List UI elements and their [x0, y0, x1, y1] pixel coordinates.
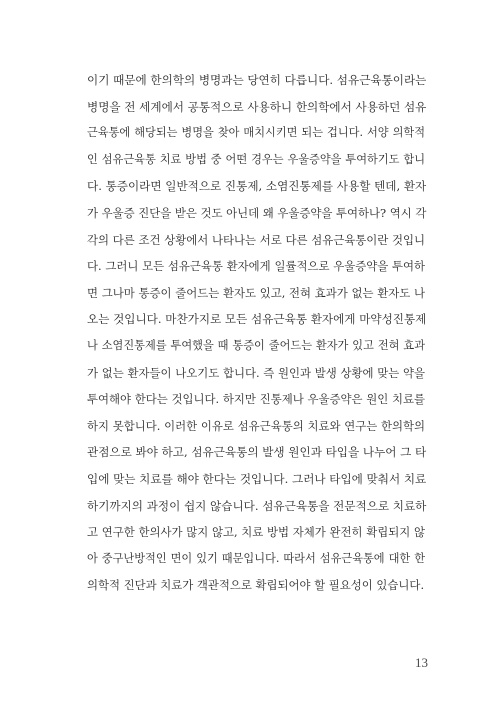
body-line: 아 중구난방적인 면이 있기 때문입니다. 따라서 섬유근육통에 대한 한 [87, 551, 425, 565]
body-line: 다. 그러니 모든 섬유근육통 환자에게 일률적으로 우울증약을 투여하 [87, 259, 425, 274]
body-line: 하지 못합니다. 이러한 이유로 섬유근육통의 치료와 연구는 한의학의 [87, 418, 425, 433]
body-line: 하기까지의 과정이 쉽지 않습니다. 섬유근육통을 전문적으로 치료하 [87, 498, 427, 513]
body-line: 나 소염진통제를 투여했을 때 통증이 줄어드는 환자가 있고 전혀 효과 [87, 338, 425, 352]
body-line: 각의 다른 조건 상황에서 나타나는 서로 다른 섬유근육통이란 것입니 [87, 232, 425, 247]
body-line: 이기 때문에 한의학의 병명과는 당연히 다릅니다. 섬유근육통이라는 [87, 73, 427, 87]
body-line-last: 의학적 진단과 치료가 객관적으로 확립되어야 할 필요성이 있습니다. [87, 578, 425, 593]
body-line: 고 연구한 한의사가 많지 않고, 치료 방법 자체가 완전히 확립되지 않 [87, 525, 425, 540]
body-line: 투여해야 한다는 것입니다. 하지만 진통제나 우울증약은 원인 치료를 [87, 392, 425, 407]
body-line: 근육통에 해당되는 병명을 찾아 매치시키면 되는 겁니다. 서양 의학적 [87, 126, 425, 140]
body-line: 입에 맞는 치료를 해야 한다는 것입니다. 그러나 타입에 맞춰서 치료 [87, 471, 427, 486]
body-line: 다. 통증이라면 일반적으로 진통제, 소염진통제를 사용할 텐데, 환자 [87, 179, 427, 194]
body-line: 가 우울증 진단을 받은 것도 아닌데 왜 우울증약을 투여하나? 역시 각 [87, 205, 427, 220]
body-line: 가 없는 환자들이 나오기도 합니다. 즉 원인과 발생 상황에 맞는 약을 [87, 365, 425, 380]
body-line: 병명을 전 세계에서 공통적으로 사용하니 한의학에서 사용하던 섬유 [87, 99, 427, 114]
body-line: 관점으로 봐야 하고, 섬유근육통의 발생 원인과 타입을 나누어 그 타 [87, 445, 427, 460]
body-text [87, 67, 425, 599]
body-line: 면 그나마 통증이 줄어드는 환자도 있고, 전혀 효과가 없는 환자도 나 [87, 285, 425, 300]
body-line: 오는 것입니다. 마찬가지로 모든 섬유근육통 환자에게 마약성진통제 [87, 312, 427, 327]
page-number: 13 [415, 655, 428, 670]
body-line: 인 섬유근육통 치료 방법 중 어떤 경우는 우울증약을 투여하기도 합니 [87, 152, 425, 166]
